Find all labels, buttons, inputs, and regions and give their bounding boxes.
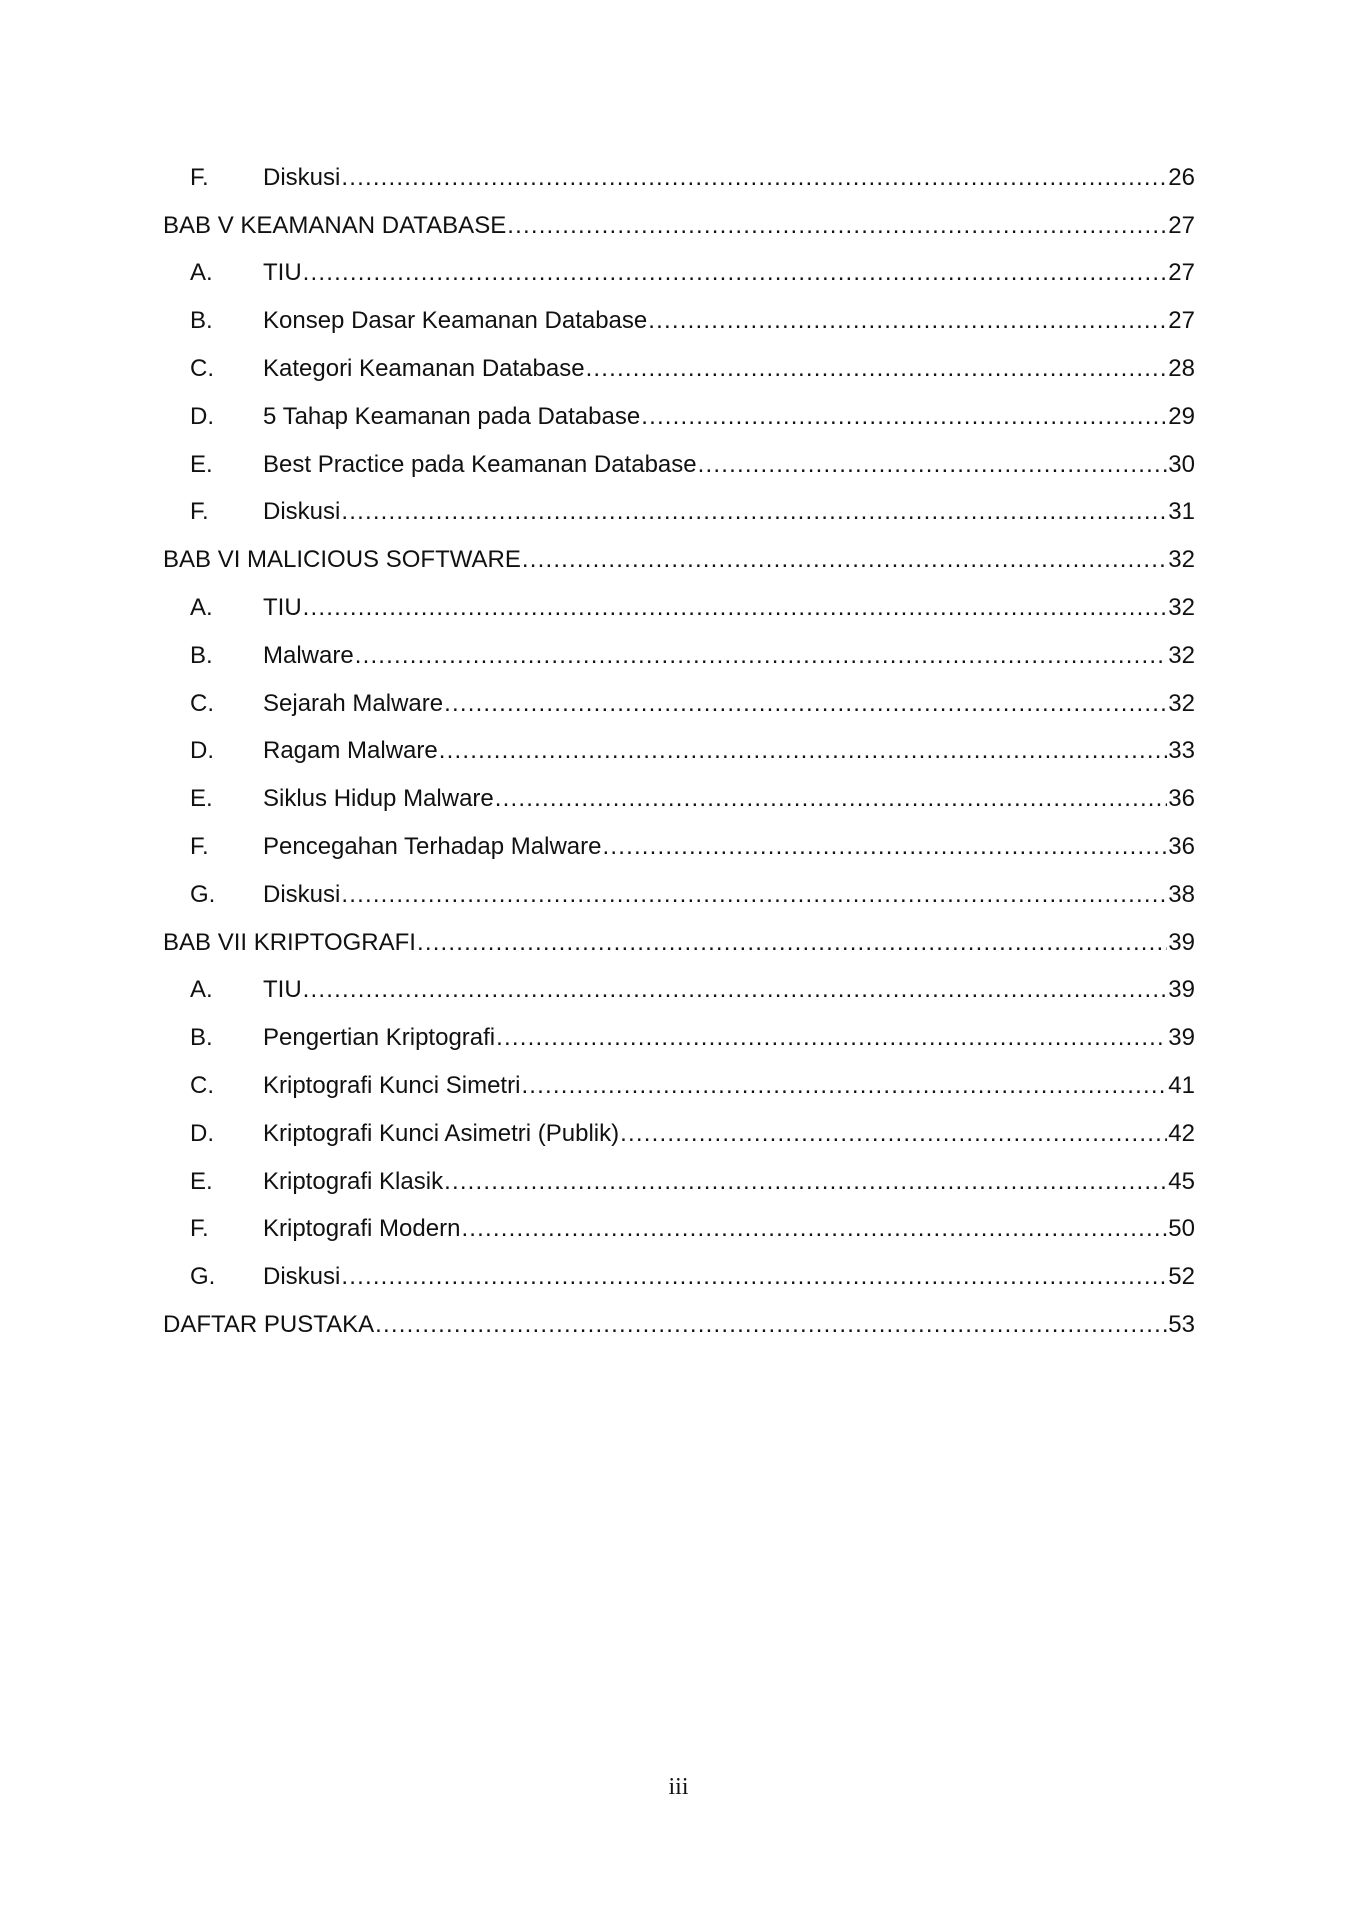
toc-section-entry[interactable] xyxy=(163,1110,1195,1158)
toc-entry-page: 39 xyxy=(1168,1024,1195,1052)
toc-section-entry[interactable] xyxy=(163,1253,1195,1301)
toc-entry-page: 28 xyxy=(1168,355,1195,383)
toc-entry-letter: F. xyxy=(190,498,209,526)
toc-entry-title: Diskusi xyxy=(263,498,341,526)
dot-leader xyxy=(355,642,1168,670)
dot-leader xyxy=(620,1120,1167,1148)
toc-entry-page: 36 xyxy=(1168,833,1195,861)
toc-entry-page: 27 xyxy=(1168,211,1195,239)
toc-section-entry[interactable] xyxy=(163,297,1195,345)
dot-leader xyxy=(507,212,1167,240)
toc-section-entry[interactable] xyxy=(163,584,1195,632)
toc-entry-page: 33 xyxy=(1168,737,1195,765)
toc-entry-title: Sejarah Malware xyxy=(263,689,444,717)
dot-leader xyxy=(641,403,1167,431)
toc-entry-letter: F. xyxy=(190,833,209,861)
toc-entry-letter: E. xyxy=(190,1167,213,1195)
dot-leader xyxy=(417,929,1167,957)
toc-entry-page: 36 xyxy=(1168,785,1195,813)
toc-entry-letter: E. xyxy=(190,785,213,813)
toc-entry-title: Diskusi xyxy=(263,163,341,191)
toc-entry-title: Diskusi xyxy=(263,880,341,908)
dot-leader xyxy=(586,355,1168,383)
toc-entry-title: Pengertian Kriptografi xyxy=(263,1024,496,1052)
toc-section-entry[interactable] xyxy=(163,489,1195,537)
toc-section-entry[interactable] xyxy=(163,967,1195,1015)
toc-entry-letter: A. xyxy=(190,259,213,287)
toc-entry-title: Kategori Keamanan Database xyxy=(263,355,585,383)
dot-leader xyxy=(341,1263,1167,1291)
toc-section-entry[interactable] xyxy=(163,250,1195,298)
toc-section-entry[interactable] xyxy=(163,775,1195,823)
toc-entry-title: Ragam Malware xyxy=(263,737,438,765)
page-number: iii xyxy=(668,1774,689,1800)
toc-entry-title: Diskusi xyxy=(263,1263,341,1291)
toc-entry-letter: E. xyxy=(190,450,213,478)
toc-section-entry[interactable] xyxy=(163,1062,1195,1110)
toc-chapter-entry[interactable] xyxy=(163,536,1195,584)
toc-entry-title: BAB V KEAMANAN DATABASE xyxy=(163,211,507,239)
table-of-contents xyxy=(163,154,1195,1349)
toc-entry-title: Konsep Dasar Keamanan Database xyxy=(263,307,648,335)
toc-entry-page: 32 xyxy=(1168,641,1195,669)
toc-entry-title: TIU xyxy=(263,976,302,1004)
toc-entry-title: BAB VII KRIPTOGRAFI xyxy=(163,928,416,956)
toc-entry-letter: B. xyxy=(190,641,213,669)
toc-entry-letter: G. xyxy=(190,1263,216,1291)
toc-section-entry[interactable] xyxy=(163,345,1195,393)
toc-entry-letter: C. xyxy=(190,355,214,383)
toc-entry-letter: A. xyxy=(190,594,213,622)
toc-entry-page: 39 xyxy=(1168,928,1195,956)
toc-section-entry[interactable] xyxy=(163,1158,1195,1206)
toc-entry-title: Pencegahan Terhadap Malware xyxy=(263,833,602,861)
dot-leader xyxy=(375,1311,1167,1339)
toc-entry-title: 5 Tahap Keamanan pada Database xyxy=(263,402,641,430)
toc-entry-page: 26 xyxy=(1168,163,1195,191)
toc-entry-title: DAFTAR PUSTAKA xyxy=(163,1311,375,1339)
dot-leader xyxy=(444,690,1167,718)
dot-leader xyxy=(303,594,1168,622)
toc-entry-letter: G. xyxy=(190,880,216,908)
toc-entry-letter: B. xyxy=(190,1024,213,1052)
toc-entry-page: 38 xyxy=(1168,880,1195,908)
toc-chapter-entry[interactable] xyxy=(163,1301,1195,1349)
toc-entry-letter: B. xyxy=(190,307,213,335)
dot-leader xyxy=(341,498,1167,526)
toc-entry-page: 53 xyxy=(1168,1311,1195,1339)
toc-section-entry[interactable] xyxy=(163,680,1195,728)
toc-entry-page: 50 xyxy=(1168,1215,1195,1243)
dot-leader xyxy=(461,1215,1167,1243)
toc-entry-letter: C. xyxy=(190,689,214,717)
toc-entry-letter: F. xyxy=(190,1215,209,1243)
toc-entry-letter: D. xyxy=(190,402,214,430)
toc-section-entry[interactable] xyxy=(163,871,1195,919)
dot-leader xyxy=(341,881,1167,909)
toc-section-entry[interactable] xyxy=(163,823,1195,871)
toc-entry-page: 45 xyxy=(1168,1167,1195,1195)
dot-leader xyxy=(648,307,1167,335)
toc-entry-title: Kriptografi Kunci Asimetri (Publik) xyxy=(263,1119,620,1147)
toc-entry-page: 30 xyxy=(1168,450,1195,478)
toc-entry-letter: D. xyxy=(190,1119,214,1147)
toc-entry-page: 42 xyxy=(1168,1119,1195,1147)
toc-entry-page: 41 xyxy=(1168,1072,1195,1100)
dot-leader xyxy=(521,1072,1167,1100)
toc-entry-title: Kriptografi Modern xyxy=(263,1215,461,1243)
toc-entry-title: TIU xyxy=(263,594,302,622)
toc-entry-page: 27 xyxy=(1168,259,1195,287)
dot-leader xyxy=(496,1024,1167,1052)
toc-entry-title: Kriptografi Klasik xyxy=(263,1167,444,1195)
toc-entry-title: Best Practice pada Keamanan Database xyxy=(263,450,697,478)
toc-entry-page: 32 xyxy=(1168,594,1195,622)
toc-chapter-entry[interactable] xyxy=(163,919,1195,967)
toc-entry-page: 29 xyxy=(1168,402,1195,430)
toc-chapter-entry[interactable] xyxy=(163,202,1195,250)
toc-entry-title: TIU xyxy=(263,259,302,287)
toc-entry-page: 32 xyxy=(1168,546,1195,574)
toc-section-entry[interactable] xyxy=(163,154,1195,202)
dot-leader xyxy=(698,451,1168,479)
toc-entry-title: Siklus Hidup Malware xyxy=(263,785,494,813)
toc-entry-letter: D. xyxy=(190,737,214,765)
toc-entry-letter: F. xyxy=(190,163,209,191)
dot-leader xyxy=(303,976,1168,1004)
toc-section-entry[interactable] xyxy=(163,1014,1195,1062)
dot-leader xyxy=(495,785,1168,813)
toc-entry-title: BAB VI MALICIOUS SOFTWARE xyxy=(163,546,521,574)
toc-entry-page: 32 xyxy=(1168,689,1195,717)
toc-section-entry[interactable] xyxy=(163,632,1195,680)
toc-entry-page: 31 xyxy=(1168,498,1195,526)
dot-leader xyxy=(303,259,1168,287)
toc-entry-title: Malware xyxy=(263,641,354,669)
toc-entry-page: 27 xyxy=(1168,307,1195,335)
toc-section-entry[interactable] xyxy=(163,441,1195,489)
toc-section-entry[interactable] xyxy=(163,728,1195,776)
dot-leader xyxy=(602,833,1167,861)
toc-section-entry[interactable] xyxy=(163,393,1195,441)
toc-entry-page: 39 xyxy=(1168,976,1195,1004)
dot-leader xyxy=(522,546,1167,574)
dot-leader xyxy=(439,737,1168,765)
dot-leader xyxy=(341,164,1167,192)
toc-entry-letter: C. xyxy=(190,1072,214,1100)
dot-leader xyxy=(444,1168,1167,1196)
toc-section-entry[interactable] xyxy=(163,1206,1195,1254)
toc-entry-title: Kriptografi Kunci Simetri xyxy=(263,1072,521,1100)
toc-entry-page: 52 xyxy=(1168,1263,1195,1291)
toc-entry-letter: A. xyxy=(190,976,213,1004)
